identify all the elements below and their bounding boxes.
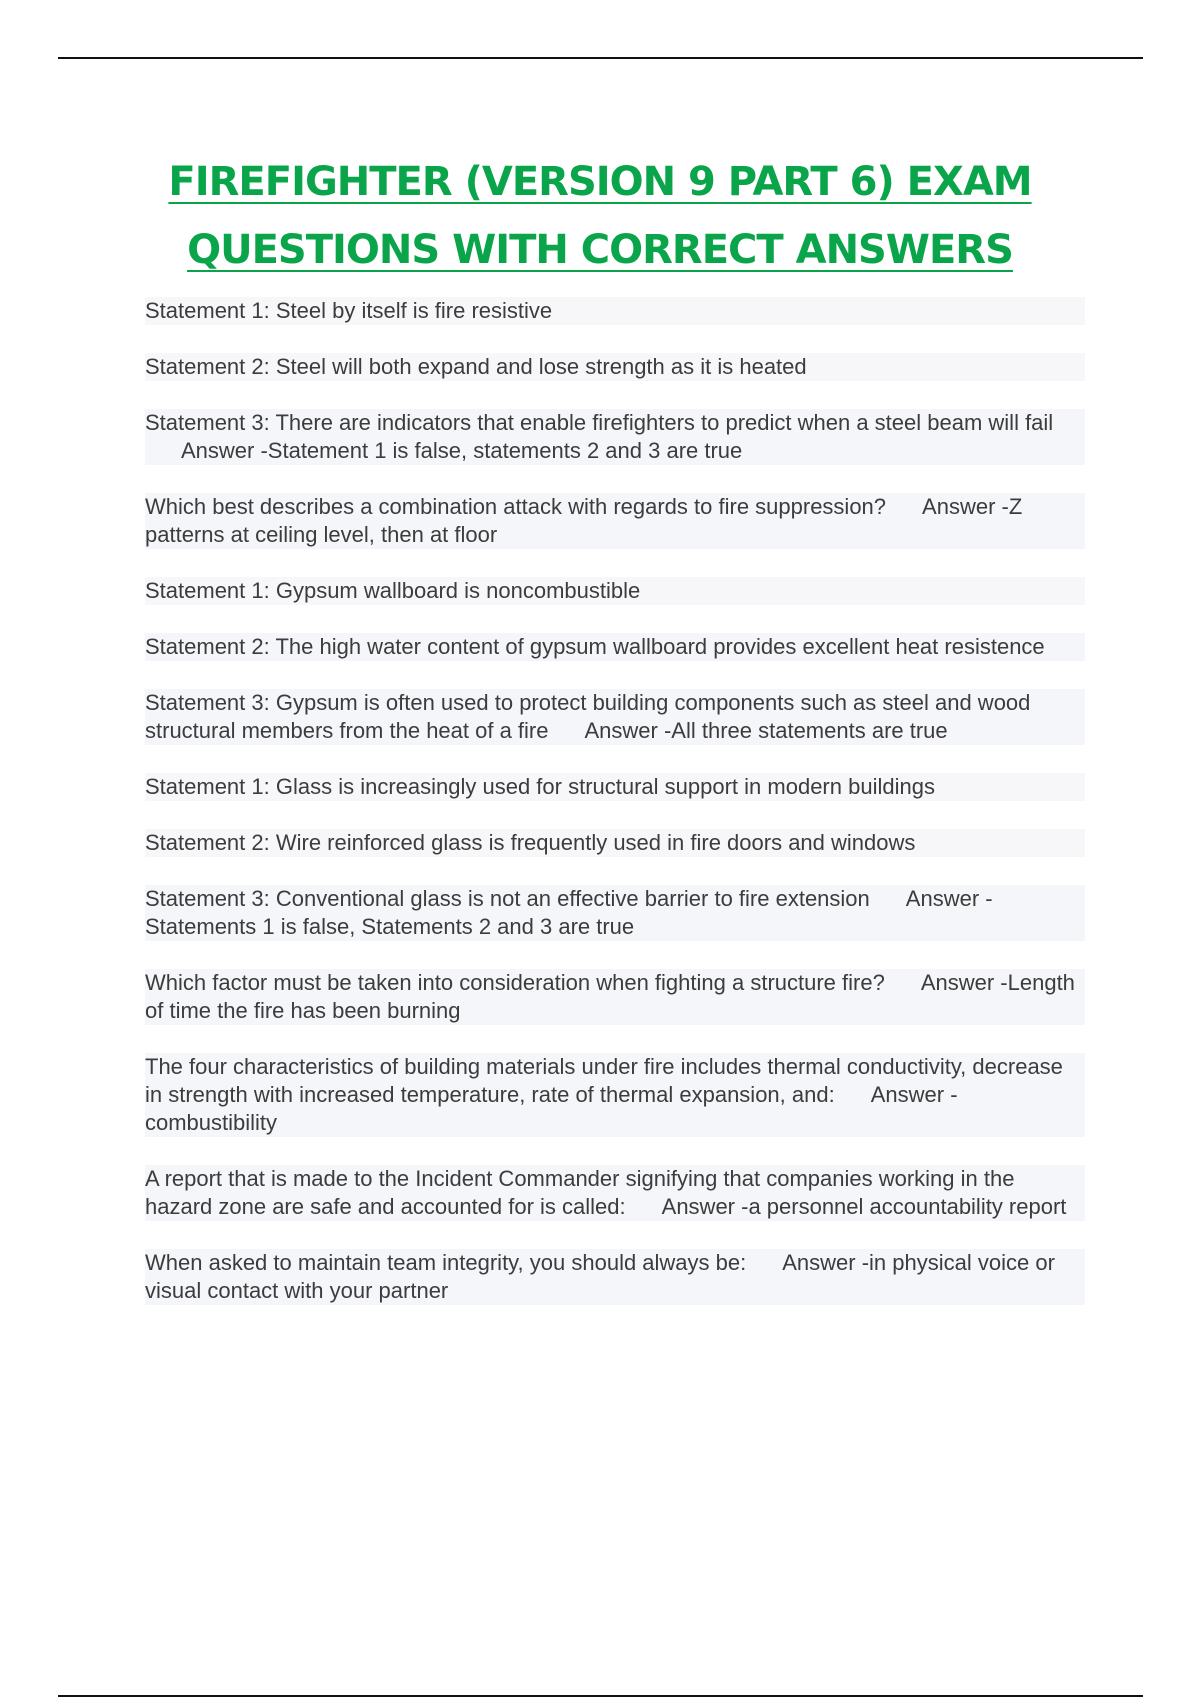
list-item: [145, 633, 1085, 661]
question-text: The four characteristics of building materials under fire includes thermal conductivity, decrease in strength with increased temperature, rate of thermal expansion, and:: [145, 1054, 1063, 1107]
question-text: Statement 2: Wire reinforced glass is frequently used in fire doors and windows: [145, 830, 916, 855]
question-text: Which factor must be taken into consideration when fighting a structure fire?: [145, 970, 885, 995]
question-text: A report that is made to the Incident Commander signifying that companies working in the hazard zone are safe and accounted for is called:: [145, 1166, 1015, 1219]
title-line-2: QUESTIONS WITH CORRECT ANSWERS: [187, 227, 1013, 273]
list-item: [145, 1249, 1085, 1305]
question-text: Statement 1: Steel by itself is fire resistive: [145, 298, 553, 323]
list-item: [145, 1165, 1085, 1221]
list-item: [145, 353, 1085, 381]
list-item: [145, 577, 1085, 605]
answer-text: Answer -a personnel accountability report: [661, 1194, 1067, 1219]
answer-text: Answer -Statements 1 is false, Statements 2 and 3 are true: [145, 886, 993, 939]
top-rule: [58, 57, 1143, 59]
answer-text: Answer -Z patterns at ceiling level, then at floor: [145, 494, 1023, 547]
list-item: [145, 969, 1085, 1025]
title-line-1: FIREFIGHTER (VERSION 9 PART 6) EXAM: [168, 159, 1032, 205]
list-item: [145, 493, 1085, 549]
question-text: Statement 1: Gypsum wallboard is noncombustible: [145, 578, 641, 603]
list-item: [145, 689, 1085, 745]
question-text: Statement 3: There are indicators that enable firefighters to predict when a steel beam will fail: [145, 410, 1054, 435]
answer-text: Answer -All three statements are true: [584, 718, 948, 743]
question-text: Which best describes a combination attack with regards to fire suppression?: [145, 494, 887, 519]
question-text: When asked to maintain team integrity, you should always be:: [145, 1250, 747, 1275]
list-item: [145, 885, 1085, 941]
list-item: [145, 297, 1085, 325]
answer-text: Answer -in physical voice or visual contact with your partner: [145, 1250, 1055, 1303]
answer-text: Answer -Length of time the fire has been burning: [145, 970, 1075, 1023]
page-title: [0, 148, 1200, 284]
list-item: [145, 773, 1085, 801]
bottom-rule: [58, 1695, 1143, 1697]
question-text: Statement 2: The high water content of gypsum wallboard provides excellent heat resistence: [145, 634, 1045, 659]
answer-text: Answer -combustibility: [145, 1082, 958, 1135]
question-text: Statement 3: Gypsum is often used to protect building components such as steel and wood structural members from the heat of a fire: [145, 690, 1031, 743]
list-item: [145, 1053, 1085, 1137]
answer-text: Answer -Statement 1 is false, statements 2 and 3 are true: [181, 438, 743, 463]
list-item: [145, 409, 1085, 465]
qa-list: [145, 297, 1085, 1333]
question-text: Statement 2: Steel will both expand and lose strength as it is heated: [145, 354, 807, 379]
question-text: Statement 1: Glass is increasingly used for structural support in modern buildings: [145, 774, 935, 799]
list-item: [145, 829, 1085, 857]
question-text: Statement 3: Conventional glass is not an effective barrier to fire extension: [145, 886, 870, 911]
